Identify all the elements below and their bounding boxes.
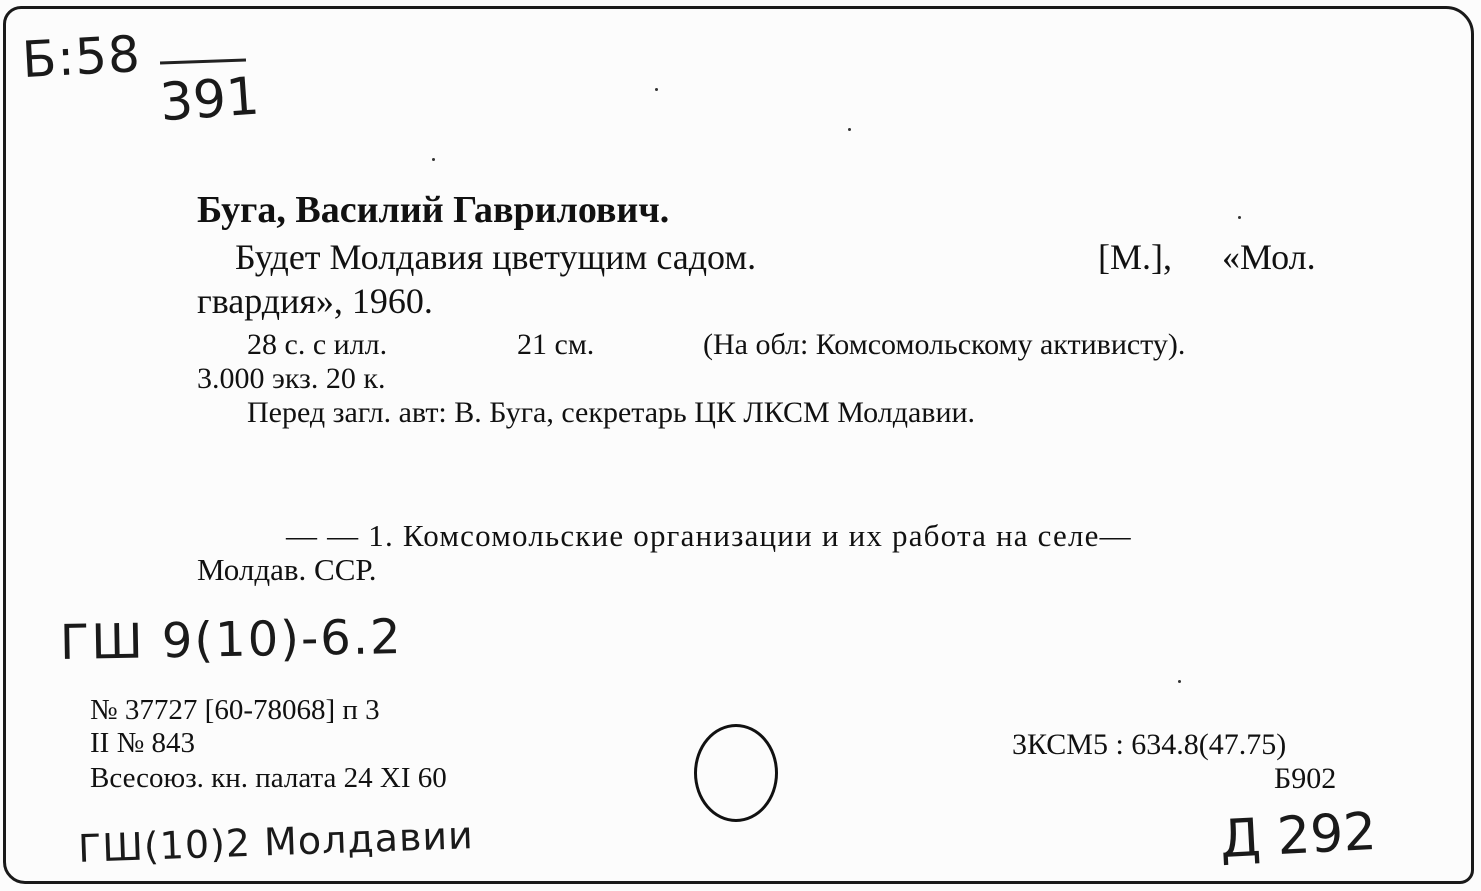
handwritten-number: Д 292 <box>1218 801 1378 871</box>
collation-line-2: 3.000 экз. 20 к. <box>197 362 386 395</box>
author-heading: Буга, Василий Гаврилович. <box>197 189 670 231</box>
imprint-publisher-start: «Мол. <box>1222 237 1316 277</box>
speck <box>1238 216 1241 219</box>
speck <box>848 128 851 131</box>
classification: 3КСМ5 : 634.8(47.75) <box>1012 728 1287 761</box>
speck <box>432 158 435 161</box>
author-code: Б902 <box>1274 762 1337 795</box>
title-line-1: Будет Молдавия цветущим садом. <box>235 237 757 277</box>
speck <box>1178 680 1181 683</box>
handwritten-class-2: ГШ(10)2 Молдавии <box>77 813 475 871</box>
shelfmark-bottom: 391 <box>158 66 262 134</box>
shelfmark-overline <box>160 59 246 65</box>
imprint-place: [М.], <box>1098 237 1172 277</box>
shelfmark-top: Б:58 <box>20 24 143 90</box>
record-number: № 37727 [60-78068] п 3 <box>90 694 380 726</box>
speck <box>655 88 658 91</box>
series-note: (На обл: Комсомольскому активисту). <box>703 328 1186 361</box>
book-chamber: Всесоюз. кн. палата 24 XI 60 <box>90 762 447 794</box>
subject-line-2: Молдав. ССР. <box>197 552 377 587</box>
collation-line-1: 28 с. с илл. <box>247 328 388 361</box>
record-number-2: II № 843 <box>90 727 195 759</box>
author-note: Перед загл. авт: В. Буга, секретарь ЦК ЛКСМ Молдавии. <box>247 396 976 429</box>
size: 21 см. <box>517 328 595 361</box>
card-hole <box>694 724 778 822</box>
subject-line-1: — — 1. Комсомольские организации и их работа на селе— <box>286 518 1132 553</box>
imprint-line-2: гвардия», 1960. <box>197 281 433 321</box>
handwritten-class-1: ГШ 9(10)-6.2 <box>59 609 404 671</box>
